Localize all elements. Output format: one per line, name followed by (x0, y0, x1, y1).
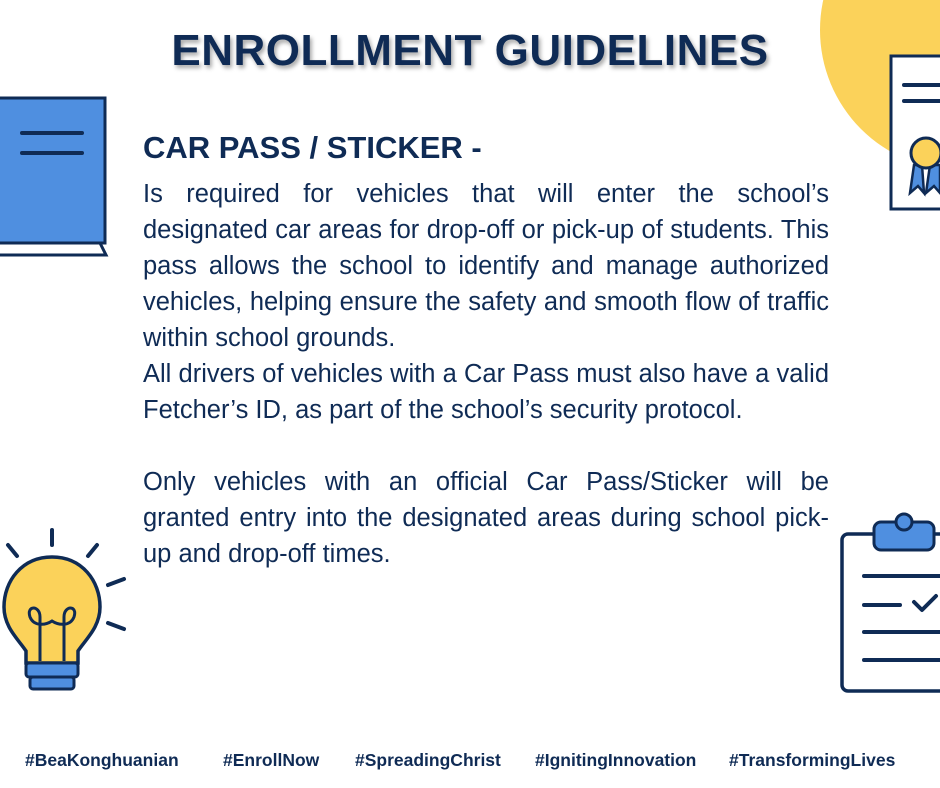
hashtag-spreadingchrist: #SpreadingChrist (355, 750, 501, 770)
paragraph-entry-rule: Only vehicles with an official Car Pass/Sticker will be granted entry into the designated areas during school pick-up and drop-off times. (143, 468, 829, 568)
book-icon (0, 95, 110, 260)
lightbulb-icon (0, 525, 130, 700)
hashtag-ignitinginnovation: #IgnitingInnovation (535, 750, 697, 770)
paragraph-fetcher-id: All drivers of vehicles with a Car Pass must also have a valid Fetcher’s ID, as part of the school’s security protocol. (143, 360, 829, 424)
certificate-icon (888, 53, 940, 213)
paragraph-spacer (143, 428, 829, 464)
hashtag-enrollnow: #EnrollNow (223, 750, 320, 770)
hashtag-transforminglives: #TransformingLives (729, 750, 896, 770)
section-body (143, 176, 829, 572)
clipboard-icon (838, 510, 940, 696)
page-title: ENROLLMENT GUIDELINES (171, 26, 769, 75)
paragraph-requirement: Is required for vehicles that will enter the school’s designated car areas for drop-off or pick-up of students. This pass allows the school to identify and manage authorized vehicles, helping ensure the safety and smooth flow of traffic within school grounds. (143, 180, 829, 352)
hashtag-beakonghuanian: #BeaKonghuanian (25, 750, 179, 770)
section-heading: CAR PASS / STICKER - (143, 130, 482, 165)
